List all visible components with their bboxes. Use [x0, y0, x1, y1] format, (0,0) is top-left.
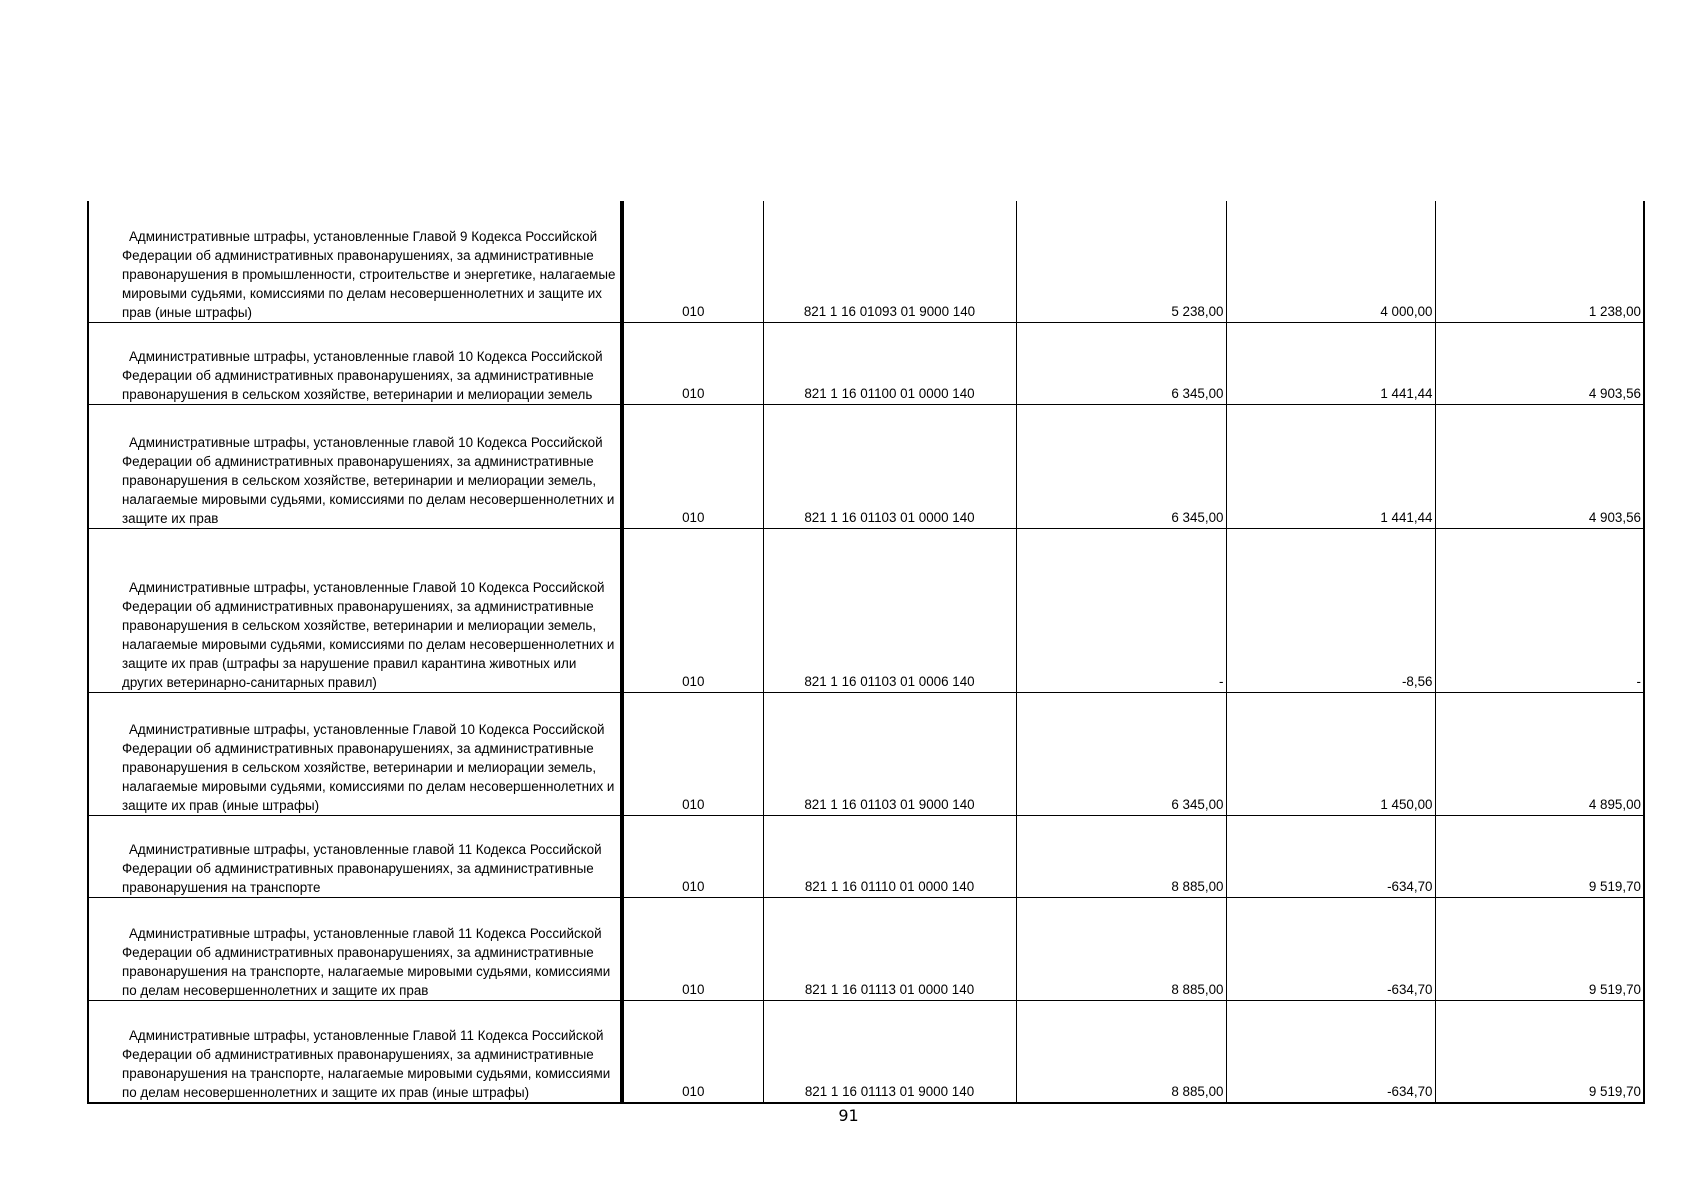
unexecuted-amount-cell: 9 519,70	[1435, 815, 1644, 897]
unexecuted-amount-cell: 9 519,70	[1435, 1000, 1644, 1103]
line-code-cell: 010	[622, 404, 763, 528]
income-code-cell: 821 1 16 01103 01 0006 140	[763, 528, 1016, 692]
line-code-cell: 010	[622, 201, 763, 322]
approved-amount-cell: 6 345,00	[1016, 404, 1226, 528]
income-code-cell: 821 1 16 01093 01 9000 140	[763, 201, 1016, 322]
budget-income-table	[87, 201, 1645, 1104]
income-name-cell: Административные штрафы, установленные Главой 10 Кодекса Российской Федерации об административных правонарушениях, за административные правонарушения в сельском хозяйстве, ветеринарии и мелиорации земель, налагаемые мировыми судьями, комиссиями по делам несовершеннолетних и защите их прав (штрафы за нарушение правил карантина животных или других ветеринарно-санитарных правил)	[88, 528, 622, 692]
income-code-cell: 821 1 16 01110 01 0000 140	[763, 815, 1016, 897]
approved-amount-cell: 5 238,00	[1016, 201, 1226, 322]
table-row	[88, 692, 1644, 815]
table-row	[88, 897, 1644, 1000]
approved-amount-cell: 8 885,00	[1016, 1000, 1226, 1103]
line-code-cell: 010	[622, 815, 763, 897]
income-name-cell: Административные штрафы, установленные Главой 11 Кодекса Российской Федерации об административных правонарушениях, за административные правонарушения на транспорте, налагаемые мировыми судьями, комиссиями по делам несовершеннолетних и защите их прав (иные штрафы)	[88, 1000, 622, 1103]
executed-amount-cell: -634,70	[1226, 897, 1435, 1000]
executed-amount-cell: -8,56	[1226, 528, 1435, 692]
unexecuted-amount-cell: 1 238,00	[1435, 201, 1644, 322]
table-row	[88, 815, 1644, 897]
income-code-cell: 821 1 16 01103 01 9000 140	[763, 692, 1016, 815]
approved-amount-cell: -	[1016, 528, 1226, 692]
approved-amount-cell: 6 345,00	[1016, 692, 1226, 815]
line-code-cell: 010	[622, 528, 763, 692]
unexecuted-amount-cell: 4 895,00	[1435, 692, 1644, 815]
approved-amount-cell: 6 345,00	[1016, 322, 1226, 404]
executed-amount-cell: -634,70	[1226, 1000, 1435, 1103]
table-row	[88, 528, 1644, 692]
line-code-cell: 010	[622, 897, 763, 1000]
income-code-cell: 821 1 16 01103 01 0000 140	[763, 404, 1016, 528]
income-code-cell: 821 1 16 01113 01 0000 140	[763, 897, 1016, 1000]
income-name-cell: Административные штрафы, установленные главой 11 Кодекса Российской Федерации об административных правонарушениях, за административные правонарушения на транспорте	[88, 815, 622, 897]
page-number: 91	[838, 1106, 859, 1125]
income-name-cell: Административные штрафы, установленные главой 10 Кодекса Российской Федерации об административных правонарушениях, за административные правонарушения в сельском хозяйстве, ветеринарии и мелиорации земель	[88, 322, 622, 404]
line-code-cell: 010	[622, 692, 763, 815]
table-row	[88, 201, 1644, 322]
income-code-cell: 821 1 16 01113 01 9000 140	[763, 1000, 1016, 1103]
income-name-cell: Административные штрафы, установленные главой 11 Кодекса Российской Федерации об административных правонарушениях, за административные правонарушения на транспорте, налагаемые мировыми судьями, комиссиями по делам несовершеннолетних и защите их прав	[88, 897, 622, 1000]
line-code-cell: 010	[622, 322, 763, 404]
income-name-cell: Административные штрафы, установленные Главой 10 Кодекса Российской Федерации об административных правонарушениях, за административные правонарушения в сельском хозяйстве, ветеринарии и мелиорации земель, налагаемые мировыми судьями, комиссиями по делам несовершеннолетних и защите их прав (иные штрафы)	[88, 692, 622, 815]
line-code-cell: 010	[622, 1000, 763, 1103]
executed-amount-cell: 4 000,00	[1226, 201, 1435, 322]
executed-amount-cell: 1 450,00	[1226, 692, 1435, 815]
income-name-cell: Административные штрафы, установленные главой 10 Кодекса Российской Федерации об административных правонарушениях, за административные правонарушения в сельском хозяйстве, ветеринарии и мелиорации земель, налагаемые мировыми судьями, комиссиями по делам несовершеннолетних и защите их прав	[88, 404, 622, 528]
executed-amount-cell: -634,70	[1226, 815, 1435, 897]
table-row	[88, 404, 1644, 528]
unexecuted-amount-cell: 4 903,56	[1435, 404, 1644, 528]
executed-amount-cell: 1 441,44	[1226, 404, 1435, 528]
unexecuted-amount-cell: 4 903,56	[1435, 322, 1644, 404]
table-row	[88, 322, 1644, 404]
approved-amount-cell: 8 885,00	[1016, 897, 1226, 1000]
unexecuted-amount-cell: 9 519,70	[1435, 897, 1644, 1000]
approved-amount-cell: 8 885,00	[1016, 815, 1226, 897]
unexecuted-amount-cell: -	[1435, 528, 1644, 692]
executed-amount-cell: 1 441,44	[1226, 322, 1435, 404]
table-row	[88, 1000, 1644, 1103]
income-code-cell: 821 1 16 01100 01 0000 140	[763, 322, 1016, 404]
income-name-cell: Административные штрафы, установленные Главой 9 Кодекса Российской Федерации об административных правонарушениях, за административные правонарушения в промышленности, строительстве и энергетике, налагаемые мировыми судьями, комиссиями по делам несовершеннолетних и защите их прав (иные штрафы)	[88, 201, 622, 322]
